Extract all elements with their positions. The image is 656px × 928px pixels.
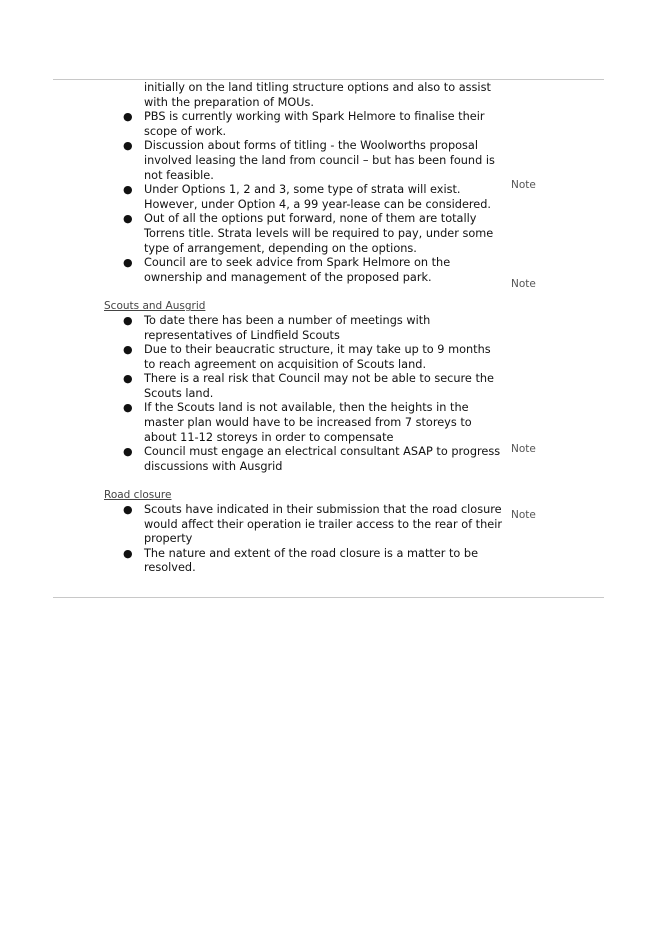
action-note: Note bbox=[511, 179, 536, 191]
scouts-ausgrid-heading: Scouts and Ausgrid bbox=[104, 300, 206, 313]
action-note: Note bbox=[511, 443, 536, 455]
bullet-icon: ● bbox=[123, 183, 133, 197]
bullet-icon: ● bbox=[123, 503, 133, 517]
bullet-icon: ● bbox=[123, 445, 133, 459]
list-item: ● Scouts have indicated in their submission that the road closure would affect their operation ie trailer access to the rear of their property bbox=[123, 503, 503, 546]
list-item: ● Out of all the options put forward, none of them are totally Torrens title. Strata levels will be required to pay, under some type of arrangement, depending on the options. bbox=[123, 212, 494, 255]
minutes-content bbox=[104, 81, 504, 576]
top-divider bbox=[53, 79, 604, 80]
bullet-icon: ● bbox=[123, 343, 133, 357]
list-item: ● Due to their beaucratic structure, it may take up to 9 months to reach agreement on acquisition of Scouts land. bbox=[123, 343, 491, 371]
road-closure-heading: Road closure bbox=[104, 489, 172, 502]
list-item: ● There is a real risk that Council may not be able to secure the Scouts land. bbox=[123, 372, 495, 400]
bullet-icon: ● bbox=[123, 546, 133, 560]
bullet-icon: ● bbox=[123, 256, 133, 270]
bullet-icon: ● bbox=[123, 401, 133, 415]
bullet-icon: ● bbox=[123, 313, 133, 327]
bullet-icon: ● bbox=[123, 110, 133, 124]
bullet-icon: ● bbox=[123, 372, 133, 386]
list-item: ● Under Options 1, 2 and 3, some type of strata will exist. However, under Option 4, a 99 year-lease can be considered. bbox=[123, 183, 492, 211]
titling-section bbox=[104, 81, 504, 285]
list-item: ● The nature and extent of the road closure is a matter to be resolved. bbox=[123, 546, 479, 575]
action-note: Note bbox=[511, 509, 536, 521]
list-item: initially on the land titling structure options and also to assist with the preparation of MOUs. bbox=[144, 81, 491, 109]
list-item: ● Council must engage an electrical consultant ASAP to progress discussions with Ausgrid bbox=[123, 445, 501, 473]
list-item: ● Council are to seek advice from Spark Helmore on the ownership and management of the proposed park. bbox=[123, 256, 451, 284]
action-note: Note bbox=[511, 278, 536, 290]
road-closure-section bbox=[104, 503, 504, 576]
bottom-divider bbox=[53, 597, 604, 598]
list-item: ● If the Scouts land is not available, then the heights in the master plan would have to be increased from 7 storeys to about 11-12 storeys in order to compensate bbox=[123, 401, 472, 444]
list-item: ● To date there has been a number of meetings with representatives of Lindfield Scouts bbox=[123, 313, 431, 342]
scouts-ausgrid-section bbox=[104, 314, 504, 475]
bullet-icon: ● bbox=[123, 139, 133, 153]
list-item: ● Discussion about forms of titling - the Woolworths proposal involved leasing the land from council – but has been found is not feasible. bbox=[123, 139, 495, 182]
list-item: ● PBS is currently working with Spark Helmore to finalise their scope of work. bbox=[123, 110, 485, 138]
bullet-icon: ● bbox=[123, 212, 133, 226]
